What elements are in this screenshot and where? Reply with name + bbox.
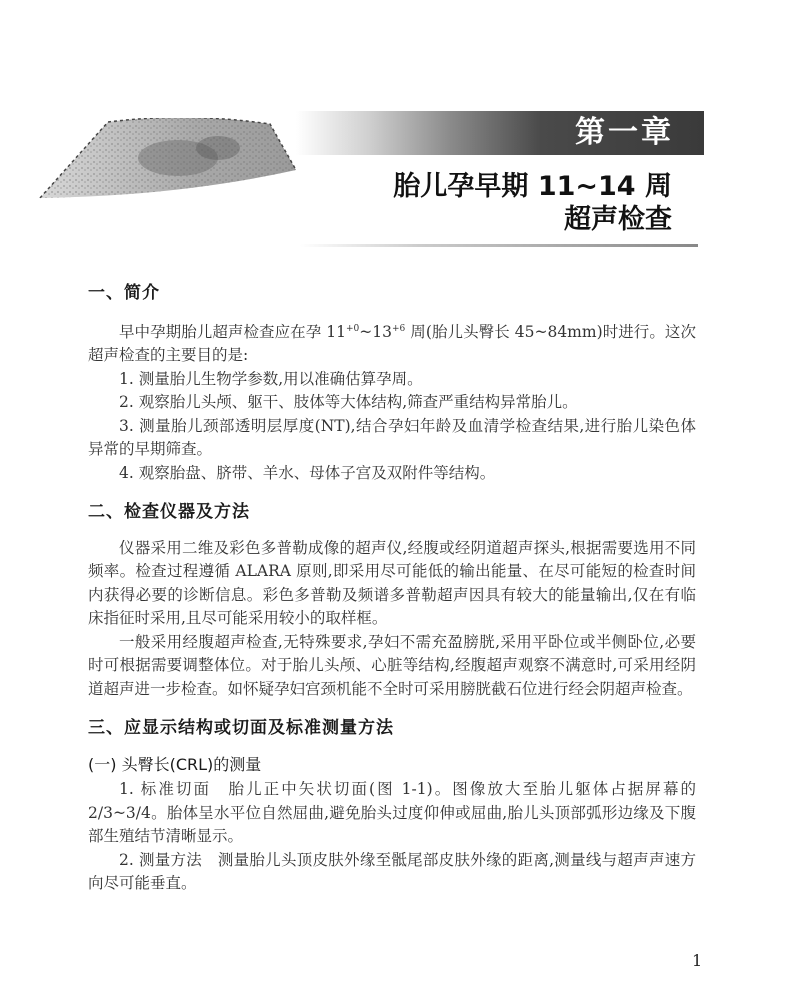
page-body [88, 268, 696, 896]
page-number: 1 [692, 951, 703, 970]
chapter-title-line1: 胎儿孕早期 11~14 周 [393, 171, 672, 202]
ultrasound-fan-image [38, 118, 298, 230]
chapter-title-line2: 超声检查 [564, 204, 672, 235]
section-heading-equipment: 二、检查仪器及方法 [88, 502, 250, 523]
intro-text-3: 周(胎儿头臀长 45~84mm)时进行。这次超声检查的主要目的是: [88, 322, 696, 365]
chapter-title [393, 170, 672, 236]
intro-text-1: 早中孕期胎儿超声检查应在孕 11 [119, 322, 347, 341]
title-divider [300, 244, 698, 247]
chapter-banner [296, 111, 704, 155]
equipment-paragraph-1: 仪器采用二维及彩色多普勒成像的超声仪,经腹或经阴道超声探头,根据需要选用不同频率。检查过程遵循 ALARA 原则,即采用尽可能低的输出能量、在尽可能短的检查时间内获得必要的诊断信息。彩色多普勒及频谱多普勒超声因具有较大的能量输出,仅在有临床指征时采用,且尽可能采用较小的取样框。 [88, 538, 696, 628]
intro-item-3: 3. 测量胎儿颈部透明层厚度(NT),结合孕妇年龄及血清学检查结果,进行胎儿染色体异常的早期筛查。 [88, 416, 696, 459]
intro-sup-2: +6 [392, 323, 406, 334]
equipment-paragraph-2: 一般采用经腹超声检查,无特殊要求,孕妇不需充盈膀胱,采用平卧位或半侧卧位,必要时可根据需要调整体位。对于胎儿头颅、心脏等结构,经腹超声观察不满意时,可采用经阴道超声进一步检查。如怀疑孕妇宫颈机能不全时可采用膀胱截石位进行经会阴超声检查。 [88, 632, 696, 698]
crl-item-2: 2. 测量方法 测量胎儿头顶皮肤外缘至骶尾部皮肤外缘的距离,测量线与超声声速方向尽可能垂直。 [88, 850, 696, 893]
intro-item-2: 2. 观察胎儿头颅、躯干、肢体等大体结构,筛查严重结构异常胎儿。 [119, 393, 578, 412]
crl-item-1: 1. 标准切面 胎儿正中矢状切面(图 1-1)。图像放大至胎儿躯体占据屏幕的 2/3~3/4。胎体呈水平位自然屈曲,避免胎头过度仰伸或屈曲,胎儿头顶部弧形边缘及下腹部生殖结节清晰显示。 [88, 780, 696, 846]
chapter-label: 第一章 [575, 115, 674, 150]
section-heading-intro: 一、简介 [88, 283, 160, 303]
intro-paragraph [88, 318, 696, 368]
intro-item-4: 4. 观察胎盘、脐带、羊水、母体子宫及双附件等结构。 [119, 463, 496, 482]
intro-item-1: 1. 测量胎儿生物学参数,用以准确估算孕周。 [119, 369, 423, 388]
subsection-heading-crl: (一) 头臀长(CRL)的测量 [88, 754, 262, 774]
intro-text-2: ~13 [359, 322, 393, 341]
intro-sup-1: +0 [346, 323, 360, 334]
section-heading-structures: 三、应显示结构或切面及标准测量方法 [88, 718, 394, 739]
